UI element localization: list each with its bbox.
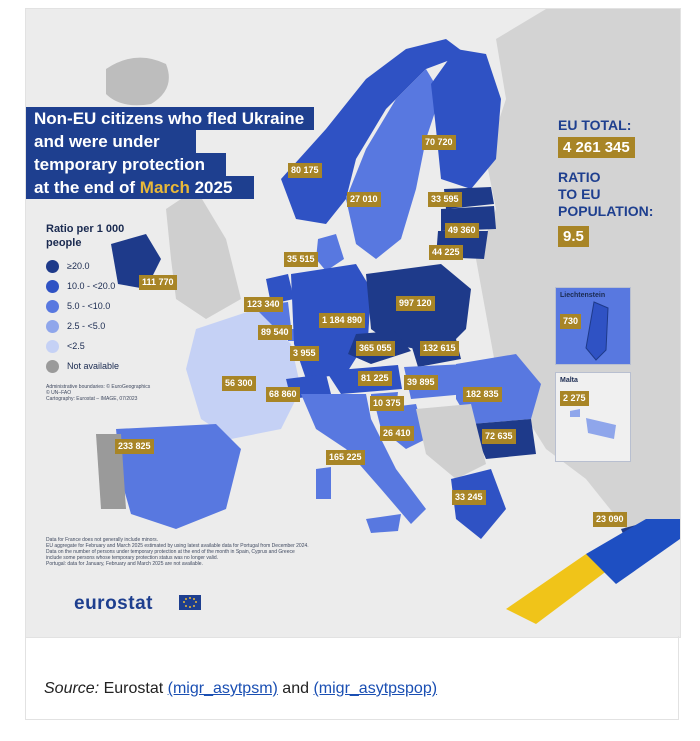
legend-swatch bbox=[46, 280, 59, 293]
value-malta: 2 275 bbox=[560, 391, 589, 406]
ratio-label-3: POPULATION: bbox=[558, 203, 654, 219]
legend-item bbox=[46, 318, 105, 334]
value-poland: 997 120 bbox=[396, 296, 435, 311]
eu-flag-icon bbox=[179, 595, 201, 610]
legend-item bbox=[46, 338, 85, 354]
value-czechia: 365 055 bbox=[356, 341, 395, 356]
value-latvia: 49 360 bbox=[445, 223, 479, 238]
value-hungary: 39 895 bbox=[404, 375, 438, 390]
legend-title: Ratio per 1 000 people bbox=[46, 223, 125, 249]
value-italy: 165 225 bbox=[326, 450, 365, 465]
value-luxembourg: 3 955 bbox=[290, 346, 319, 361]
value-france: 56 300 bbox=[222, 376, 256, 391]
map-credits bbox=[46, 384, 206, 402]
ratio-value: 9.5 bbox=[558, 226, 589, 247]
footnote-line: Data for France does not generally include minors. bbox=[46, 537, 159, 543]
eurostat-logo: eurostat bbox=[74, 593, 153, 614]
title-line-2: and were under bbox=[26, 130, 196, 153]
value-ireland: 111 770 bbox=[139, 275, 177, 290]
source-publisher: Eurostat bbox=[99, 680, 168, 697]
region-sicily bbox=[366, 514, 401, 533]
dataset-link-migr-asytpsm[interactable]: (migr_asytpsm) bbox=[167, 680, 278, 697]
legend-label: 10.0 - <20.0 bbox=[67, 281, 116, 291]
footnote-line: EU aggregate for February and March 2025 estimated by using latest available data for Portugal from December 2024. bbox=[46, 543, 309, 549]
legend-label: <2.5 bbox=[67, 341, 85, 351]
value-denmark: 35 515 bbox=[284, 252, 318, 267]
legend-label: Not available bbox=[67, 361, 120, 371]
value-bulgaria: 72 635 bbox=[482, 429, 516, 444]
legend-swatch bbox=[46, 320, 59, 333]
region-uk bbox=[166, 189, 241, 319]
value-estonia: 33 595 bbox=[428, 192, 462, 207]
dataset-link-migr-asytpspop[interactable]: (migr_asytpspop) bbox=[313, 680, 438, 697]
title-line-4-pre: at the end of bbox=[34, 178, 140, 197]
footnotes bbox=[46, 537, 426, 567]
legend-swatch bbox=[46, 360, 59, 373]
value-spain: 233 825 bbox=[115, 439, 154, 454]
legend-label: 5.0 - <10.0 bbox=[67, 301, 111, 311]
eu-total-label: EU TOTAL: bbox=[558, 117, 632, 133]
value-slovenia: 10 375 bbox=[370, 396, 404, 411]
inset-title: Malta bbox=[560, 377, 578, 384]
inset-title: Liechtenstein bbox=[560, 292, 606, 299]
title-line-1: Non-EU citizens who fled Ukraine bbox=[26, 107, 314, 130]
value-belgium: 89 540 bbox=[258, 325, 292, 340]
value-switzerland: 68 860 bbox=[266, 387, 300, 402]
value-austria: 81 225 bbox=[358, 371, 392, 386]
credits-line: Administrative boundaries: © EuroGeographics bbox=[46, 384, 151, 390]
value-liechtenstein: 730 bbox=[560, 314, 581, 329]
inset-malta bbox=[555, 372, 631, 462]
legend-label: 2.5 - <5.0 bbox=[67, 321, 106, 331]
legend-item bbox=[46, 258, 89, 274]
ratio-label-2: TO EU bbox=[558, 186, 601, 202]
ratio-label-1: RATIO bbox=[558, 169, 601, 185]
value-norway: 80 175 bbox=[288, 163, 322, 178]
value-lithuania: 44 225 bbox=[429, 245, 463, 260]
value-netherlands: 123 340 bbox=[244, 297, 283, 312]
legend-item bbox=[46, 278, 115, 294]
region-sardinia bbox=[316, 467, 331, 499]
credits-line: Cartography: Eurostat – IMAGE, 07/2023 bbox=[46, 396, 138, 402]
legend-label: ≥20.0 bbox=[67, 261, 90, 271]
value-greece: 33 245 bbox=[452, 490, 486, 505]
region-denmark bbox=[316, 234, 344, 271]
title-line-4-post: 2025 bbox=[189, 178, 233, 197]
title-line-4 bbox=[26, 176, 254, 199]
title-month: March bbox=[139, 178, 190, 197]
title-line-3: temporary protection bbox=[26, 153, 226, 176]
value-sweden: 27 010 bbox=[347, 192, 381, 207]
legend-swatch bbox=[46, 340, 59, 353]
malta-shape bbox=[556, 373, 630, 461]
legend-swatch bbox=[46, 260, 59, 273]
source-and: and bbox=[277, 680, 314, 697]
caption bbox=[25, 636, 679, 720]
value-cyprus: 23 090 bbox=[593, 512, 627, 527]
legend-swatch bbox=[46, 300, 59, 313]
legend-item bbox=[46, 358, 119, 374]
value-finland: 70 720 bbox=[422, 135, 456, 150]
value-slovakia: 132 615 bbox=[420, 341, 459, 356]
value-romania: 182 835 bbox=[463, 387, 502, 402]
map-figure bbox=[25, 8, 681, 638]
eu-total-value: 4 261 345 bbox=[558, 137, 635, 158]
region-iceland bbox=[106, 58, 169, 106]
value-germany: 1 184 890 bbox=[319, 313, 365, 328]
credits-line: © UN–FAO bbox=[46, 390, 72, 396]
footnote-line: Data on the number of persons under temporary protection at the end of the month in Spain, Cyprus and Greece bbox=[46, 549, 295, 555]
inset-liechtenstein bbox=[555, 287, 631, 365]
source-line bbox=[44, 680, 437, 698]
footnote-line: Portugal: data for January, February and March 2025 are not available. bbox=[46, 561, 203, 567]
legend-item bbox=[46, 298, 110, 314]
footnote-line: include some persons whose temporary protection status was no longer valid. bbox=[46, 555, 219, 561]
value-croatia: 26 410 bbox=[380, 426, 414, 441]
source-label: Source: bbox=[44, 680, 100, 697]
